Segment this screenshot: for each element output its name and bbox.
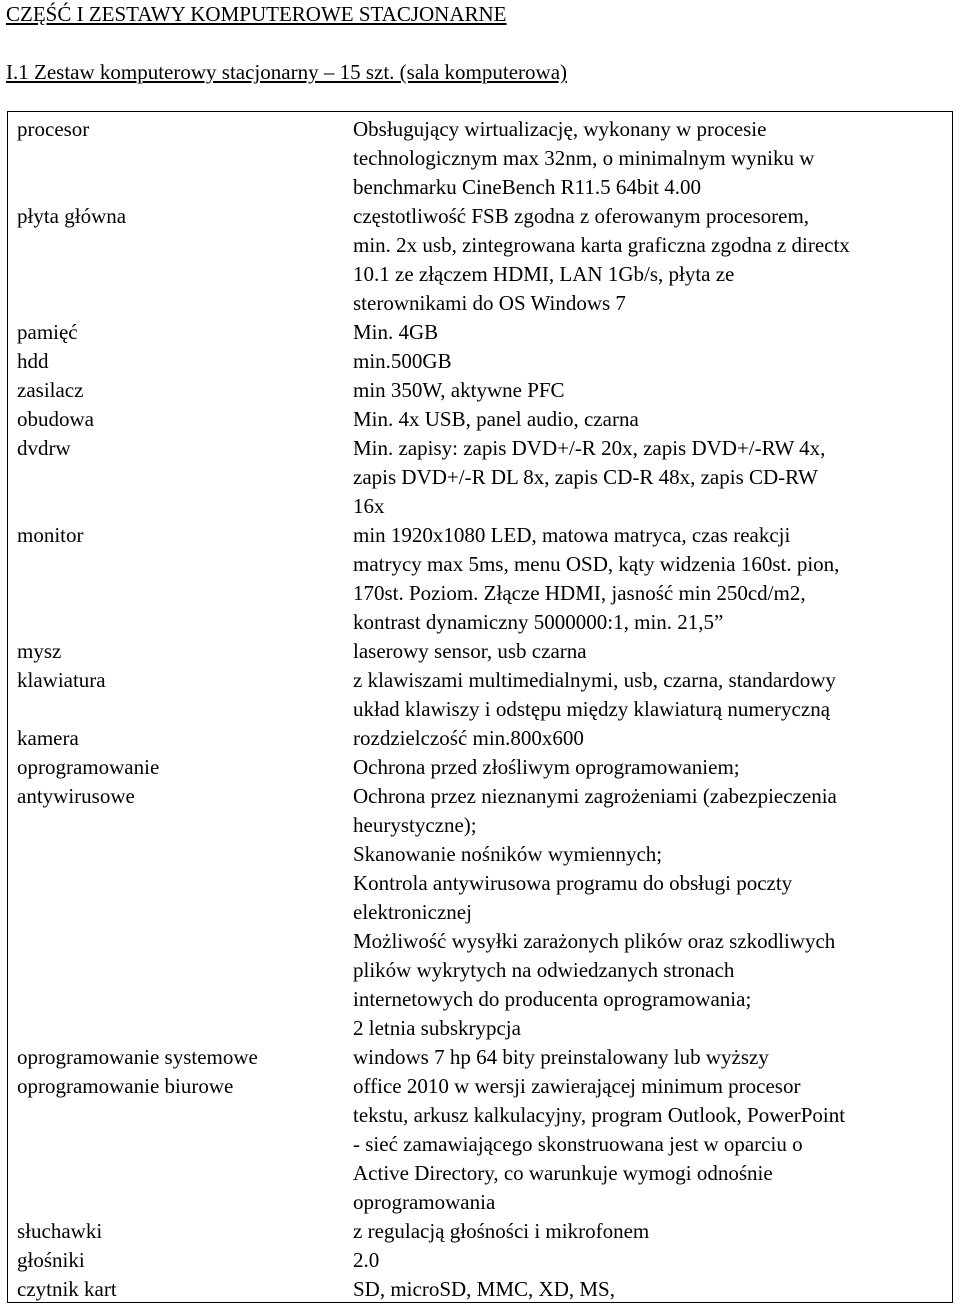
spec-value-line: 2.0 — [353, 1248, 380, 1272]
spec-label-line: czytnik kart — [17, 1277, 117, 1301]
spec-value — [353, 753, 951, 1043]
spec-row — [8, 1043, 952, 1072]
spec-value-line: min 350W, aktywne PFC — [353, 378, 565, 402]
spec-row — [8, 318, 952, 347]
spec-row — [8, 1217, 952, 1246]
spec-value — [353, 637, 951, 666]
spec-value-line: 10.1 ze złączem HDMI, LAN 1Gb/s, płyta ze — [353, 262, 735, 286]
spec-row — [8, 115, 952, 202]
spec-value-line: min. 2x usb, zintegrowana karta graficzna zgodna z directx — [353, 233, 850, 257]
spec-value — [353, 1246, 951, 1275]
spec-label-line: głośniki — [17, 1248, 85, 1272]
spec-row — [8, 637, 952, 666]
spec-label — [17, 405, 347, 434]
spec-value-line: Kontrola antywirusowa programu do obsługi poczty — [353, 871, 793, 895]
spec-value-line: windows 7 hp 64 bity preinstalowany lub wyższy — [353, 1045, 769, 1069]
spec-value — [353, 1217, 951, 1246]
spec-value-line: Active Directory, co warunkuje wymogi odnośnie — [353, 1161, 773, 1185]
spec-value — [353, 1043, 951, 1072]
spec-label — [17, 1275, 347, 1304]
spec-value-line: office 2010 w wersji zawierającej minimum procesor — [353, 1074, 801, 1098]
spec-value-line: 170st. Poziom. Złącze HDMI, jasność min 250cd/m2, — [353, 581, 806, 605]
spec-label — [17, 724, 347, 753]
subsection-title: I.1 Zestaw komputerowy stacjonarny – 15 szt. (sala komputerowa) — [6, 60, 568, 84]
spec-value-line: SD, microSD, MMC, XD, MS, — [353, 1277, 615, 1301]
spec-value — [353, 405, 951, 434]
spec-value-line: benchmarku CineBench R11.5 64bit 4.00 — [353, 175, 701, 199]
spec-value-line: heurystyczne); — [353, 813, 477, 837]
spec-value-line: sterownikami do OS Windows 7 — [353, 291, 626, 315]
spec-label — [17, 1043, 347, 1072]
spec-value-line: częstotliwość FSB zgodna z oferowanym procesorem, — [353, 204, 810, 228]
spec-value-line: matrycy max 5ms, menu OSD, kąty widzenia 160st. pion, — [353, 552, 840, 576]
spec-value-line: Ochrona przez nieznanymi zagrożeniami (zabezpieczenia — [353, 784, 837, 808]
spec-value-line: - sieć zamawiającego skonstruowana jest w oparciu o — [353, 1132, 803, 1156]
spec-table — [7, 111, 953, 1303]
spec-row — [8, 202, 952, 318]
spec-value-line: min 1920x1080 LED, matowa matryca, czas reakcji — [353, 523, 791, 547]
spec-value-line: kontrast dynamiczny 5000000:1, min. 21,5” — [353, 610, 724, 634]
spec-label — [17, 202, 347, 231]
spec-label — [17, 1072, 347, 1101]
spec-row — [8, 724, 952, 753]
spec-label — [17, 347, 347, 376]
spec-value — [353, 1072, 951, 1217]
spec-value-line: Min. zapisy: zapis DVD+/-R 20x, zapis DVD+/-RW 4x, — [353, 436, 826, 460]
spec-value-line: Obsługujący wirtualizację, wykonany w procesie — [353, 117, 767, 141]
spec-label-line: oprogramowanie biurowe — [17, 1074, 234, 1098]
spec-value — [353, 202, 951, 318]
spec-value — [353, 521, 951, 637]
spec-row — [8, 666, 952, 724]
spec-value — [353, 434, 951, 521]
spec-label — [17, 115, 347, 144]
spec-row — [8, 753, 952, 1043]
spec-label-line: monitor — [17, 523, 84, 547]
spec-label-line: płyta główna — [17, 204, 127, 228]
spec-value-line: Możliwość wysyłki zarażonych plików oraz szkodliwych — [353, 929, 836, 953]
spec-value-line: laserowy sensor, usb czarna — [353, 639, 587, 663]
spec-value — [353, 666, 951, 724]
spec-value-line: układ klawiszy i odstępu między klawiaturą numeryczną — [353, 697, 831, 721]
spec-value-line: elektronicznej — [353, 900, 472, 924]
spec-value-line: 16x — [353, 494, 385, 518]
spec-value — [353, 347, 951, 376]
spec-value-line: Skanowanie nośników wymiennych; — [353, 842, 663, 866]
spec-label-line: zasilacz — [17, 378, 84, 402]
spec-value-line: zapis DVD+/-R DL 8x, zapis CD-R 48x, zapis CD-RW — [353, 465, 818, 489]
spec-label — [17, 637, 347, 666]
spec-label-line: antywirusowe — [17, 784, 135, 808]
spec-label — [17, 521, 347, 550]
spec-value-line: technologicznym max 32nm, o minimalnym wyniku w — [353, 146, 815, 170]
spec-value-line: Min. 4x USB, panel audio, czarna — [353, 407, 639, 431]
spec-label — [17, 318, 347, 347]
spec-row — [8, 434, 952, 521]
spec-label — [17, 1217, 347, 1246]
spec-row — [8, 347, 952, 376]
spec-label-line: pamięć — [17, 320, 78, 344]
spec-row — [8, 521, 952, 637]
spec-value-line: 2 letnia subskrypcja — [353, 1016, 521, 1040]
spec-value-line: z klawiszami multimedialnymi, usb, czarna, standardowy — [353, 668, 836, 692]
spec-value-line: Min. 4GB — [353, 320, 439, 344]
spec-value-line: Ochrona przed złośliwym oprogramowaniem; — [353, 755, 740, 779]
spec-row — [8, 1275, 952, 1304]
spec-label-line: obudowa — [17, 407, 94, 431]
spec-value — [353, 376, 951, 405]
spec-row — [8, 405, 952, 434]
spec-label-line: klawiatura — [17, 668, 106, 692]
spec-label — [17, 376, 347, 405]
spec-label — [17, 1246, 347, 1275]
spec-value — [353, 724, 951, 753]
spec-value — [353, 1275, 951, 1304]
spec-value-line: internetowych do producenta oprogramowania; — [353, 987, 752, 1011]
spec-value-line: plików wykrytych na odwiedzanych stronach — [353, 958, 735, 982]
spec-label-line: dvdrw — [17, 436, 71, 460]
spec-label — [17, 666, 347, 695]
spec-label-line: oprogramowanie systemowe — [17, 1045, 258, 1069]
spec-value — [353, 115, 951, 202]
spec-row — [8, 376, 952, 405]
spec-value-line: min.500GB — [353, 349, 452, 373]
spec-label-line: słuchawki — [17, 1219, 103, 1243]
spec-value — [353, 318, 951, 347]
spec-row — [8, 1246, 952, 1275]
spec-label-line: mysz — [17, 639, 62, 663]
spec-row — [8, 1072, 952, 1217]
spec-value-line: rozdzielczość min.800x600 — [353, 726, 584, 750]
spec-label-line: oprogramowanie — [17, 755, 160, 779]
section-title: CZĘŚĆ I ZESTAWY KOMPUTEROWE STACJONARNE — [6, 2, 507, 26]
spec-label — [17, 753, 347, 811]
spec-label — [17, 434, 347, 463]
spec-value-line: oprogramowania — [353, 1190, 496, 1214]
spec-label-line: procesor — [17, 117, 90, 141]
spec-value-line: z regulacją głośności i mikrofonem — [353, 1219, 650, 1243]
spec-label-line: hdd — [17, 349, 49, 373]
spec-value-line: tekstu, arkusz kalkulacyjny, program Outlook, PowerPoint — [353, 1103, 846, 1127]
spec-label-line: kamera — [17, 726, 79, 750]
